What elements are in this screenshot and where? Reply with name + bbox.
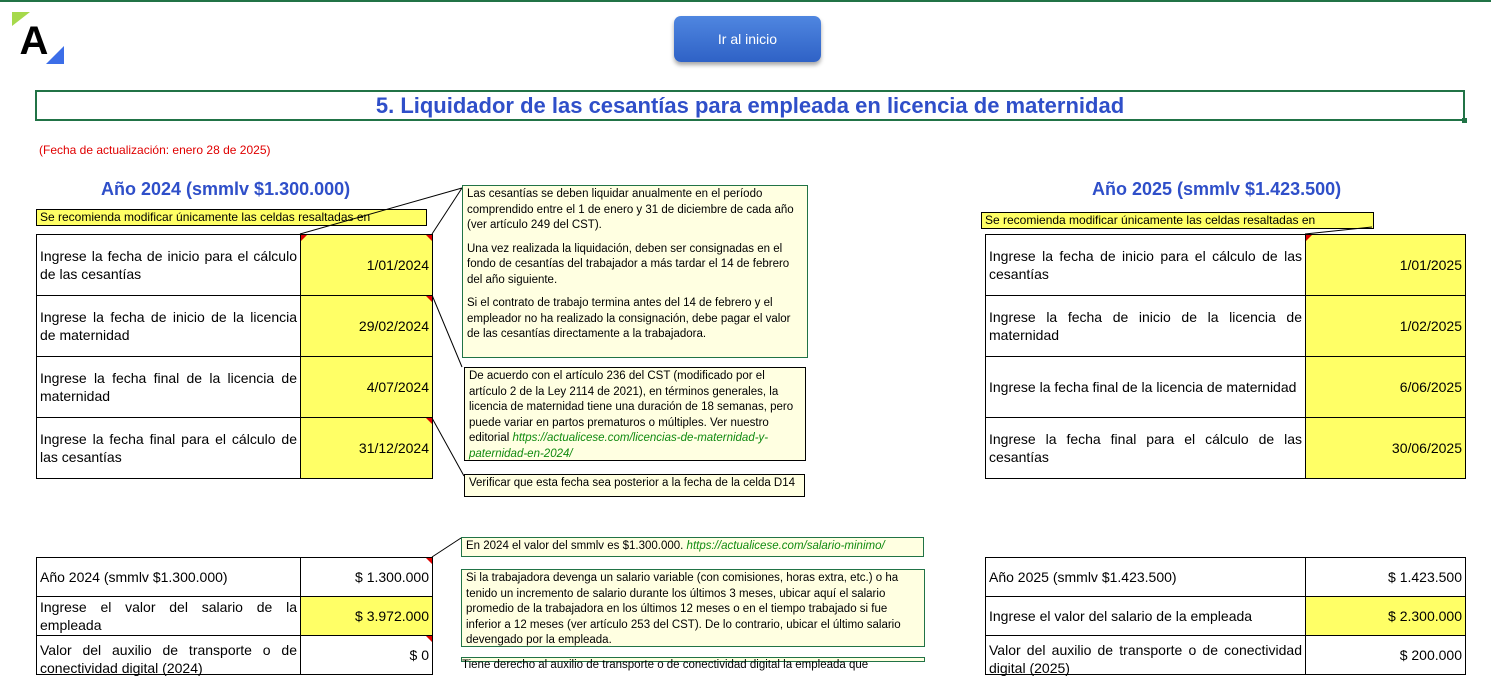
note-text: En 2024 el valor del smmlv es $1.300.000. [466,540,687,552]
transport-allowance-value: $ 200.000 [1306,636,1466,675]
note-smmlv [461,537,924,557]
salary-table-2025 [985,557,1466,675]
date-input-leave-end[interactable]: 6/06/2025 [1306,357,1466,418]
recommend-note-2024: Se recomienda modificar únicamente las celdas resaltadas en [36,209,427,226]
date-label: Ingrese la fecha de inicio para el cálculo de las cesantías [986,235,1306,296]
date-input-leave-start[interactable]: 1/02/2025 [1306,296,1466,357]
dates-table-2024 [36,234,433,479]
salary-table-2024 [36,557,433,675]
salary-input[interactable]: $ 3.972.000 [301,597,433,636]
note-paragraph: Una vez realizada la liquidación, deben ser consignadas en el fondo de cesantías del trabajador a más tardar el 14 de febrero del año siguiente. [467,242,790,286]
transport-allowance-value: $ 0 [301,636,433,675]
note-text: Si la trabajadora devenga un salario variable (con comisiones, horas extra, etc.) o ha tenido un incremento de salario durante los últimos 3 meses, ubicar aquí el salario promedio de la trabajadora en los últimos 12 meses o en el tiempo trabajado si fue inferior a 12 meses (ver artículo 253 del CST). De lo contrario, ubicar el último salario devengado por la empleada. [466,572,901,646]
note-cesantias [462,185,808,358]
date-label: Ingrese la fecha de inicio para el cálculo de las cesantías [37,235,301,296]
note-paragraph: Si el contrato de trabajo termina antes del 14 de febrero y el empleador no ha realizado la consignación, debe pagar el valor de las cesantías directamente a la trabajadora. [467,297,791,340]
note-text: Tiene derecho al auxilio de transporte o de conectividad digital la empleada que [462,659,869,671]
salary-label: Valor del auxilio de transporte o de conectividad digital (2025) [986,636,1306,675]
date-label: Ingrese la fecha de inicio de la licencia de maternidad [986,296,1306,357]
date-label: Ingrese la fecha final de la licencia de maternidad [37,357,301,418]
salary-label: Año 2025 (smmlv $1.423.500) [986,558,1306,597]
comment-indicator-icon [1306,235,1312,241]
recommend-note-2025: Se recomienda modificar únicamente las celdas resaltadas en [981,212,1374,229]
date-input-leave-start[interactable]: 29/02/2024 [301,296,433,357]
comment-indicator-icon [426,235,432,241]
date-label: Ingrese la fecha de inicio de la licencia de maternidad [37,296,301,357]
note-text: Verificar que esta fecha sea posterior a la fecha de la celda D14 [469,477,796,489]
dates-table-2025 [985,234,1466,479]
note-paragraph: Las cesantías se deben liquidar anualmente en el período comprendido entre el 1 de enero y 31 de diciembre de cada año (ver artículo 249 del CST). [467,188,794,231]
comment-indicator-icon [301,235,307,241]
salary-label: Ingrese el valor del salario de la empleada [986,597,1306,636]
date-label: Ingrese la fecha final para el cálculo de las cesantías [37,418,301,479]
date-input-leave-end[interactable]: 4/07/2024 [301,357,433,418]
comment-indicator-icon [426,296,432,302]
note-verificar [464,474,805,497]
comment-indicator-icon [426,418,432,424]
year-title-2024: Año 2024 (smmlv $1.300.000) [101,179,351,199]
svg-text:A: A [19,19,49,63]
salary-input[interactable]: $ 2.300.000 [1306,597,1466,636]
date-input-end[interactable]: 30/06/2025 [1306,418,1466,479]
update-note: (Fecha de actualización: enero 28 de 2025) [39,143,271,157]
date-label: Ingrese la fecha final de la licencia de maternidad [986,357,1306,418]
note-text: De acuerdo con el artículo 236 del CST (modificado por el artículo 2 de la Ley 2114 de 2021), en términos generales, la licencia de maternidad tiene una duración de 18 semanas, pero puede variar en partos prematuros o múltiples. Ver nuestro editorial [469,370,794,444]
salary-label: Ingrese el valor del salario de la empleada [37,597,301,636]
note-auxilio [461,657,925,671]
salary-label: Año 2024 (smmlv $1.300.000) [37,558,301,597]
smmlv-value: $ 1.423.500 [1306,558,1466,597]
year-title-2025: Año 2025 (smmlv $1.423.500) [1092,179,1342,199]
smmlv-value: $ 1.300.000 [301,558,433,597]
date-input-start[interactable]: 1/01/2024 [301,235,433,296]
date-label: Ingrese la fecha final para el cálculo de las cesantías [986,418,1306,479]
comment-indicator-icon [426,636,432,642]
licencia-link[interactable]: https://actualicese.com/licencias-de-maternidad-y-paternidad-en-2024/ [469,432,769,460]
note-salario-variable [461,569,925,647]
home-button[interactable]: Ir al inicio [674,16,821,62]
salary-label: Valor del auxilio de transporte o de conectividad digital (2024) [37,636,301,675]
page-title: 5. Liquidador de las cesantías para empleada en licencia de maternidad [375,92,1125,118]
date-input-start[interactable]: 1/01/2025 [1306,235,1466,296]
date-input-end[interactable]: 31/12/2024 [301,418,433,479]
note-licencia [464,367,806,461]
smmlv-link[interactable]: https://actualicese.com/salario-minimo/ [686,540,885,552]
comment-indicator-icon [426,558,432,564]
